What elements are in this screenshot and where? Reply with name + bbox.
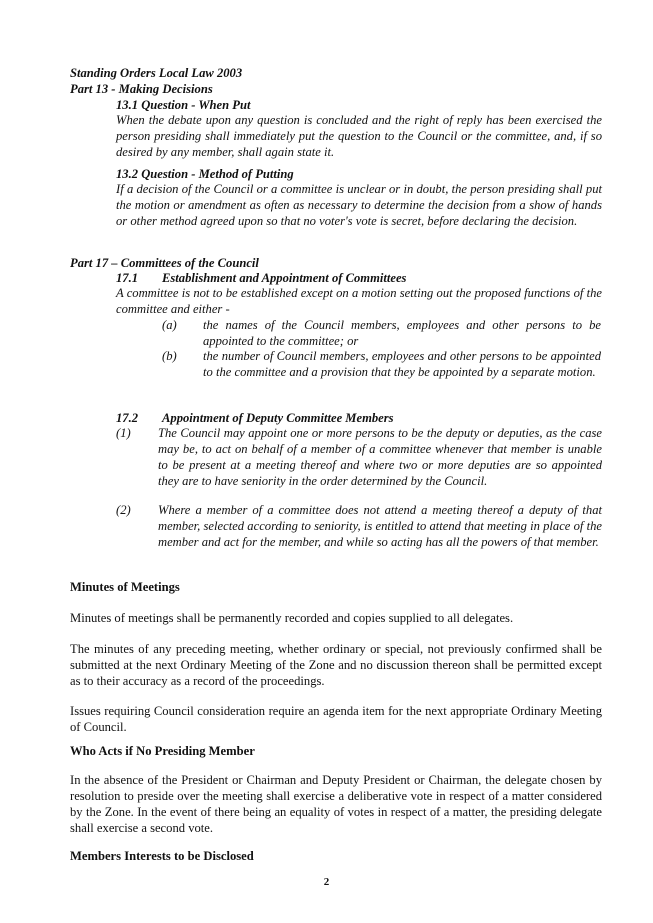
presiding-heading: Who Acts if No Presiding Member xyxy=(70,744,255,758)
section-17-2-2-label: (2) xyxy=(116,503,131,517)
interests-heading: Members Interests to be Disclosed xyxy=(70,849,254,863)
section-17-2-heading: Appointment of Deputy Committee Members xyxy=(162,411,394,425)
part17-heading: Part 17 – Committees of the Council xyxy=(70,256,259,270)
minutes-heading: Minutes of Meetings xyxy=(70,580,180,594)
minutes-paragraph-1: Minutes of meetings shall be permanently recorded and copies supplied to all delegates. xyxy=(70,611,514,625)
section-17-1-a-label: (a) xyxy=(162,318,177,332)
section-17-1-number: 17.1 xyxy=(116,271,139,285)
part13-heading: Part 13 - Making Decisions xyxy=(70,82,213,96)
section-17-2-1-text: The Council may appoint one or more persons to be the deputy or deputies, as the case may be, to act on behalf of a member of a committee whenever that member is unable to be present at a meeting thereof and where two or more deputies are so appointed they are to have seniority in the order determined by the Council. xyxy=(158,426,602,488)
section-13-2-text: If a decision of the Council or a committee is unclear or in doubt, the person presiding shall put the motion or amendment as often as necessary to determine the decision from a show of hands or other method agreed upon so that no voter's vote is secret, before declaring the decision. xyxy=(116,182,602,228)
section-17-2-1-label: (1) xyxy=(116,426,131,440)
section-17-2-number: 17.2 xyxy=(116,411,139,425)
minutes-paragraph-3: Issues requiring Council consideration require an agenda item for the next appropriate Ordinary Meeting of Council. xyxy=(70,704,602,734)
document-title: Standing Orders Local Law 2003 xyxy=(70,66,243,80)
section-17-2-2-text: Where a member of a committee does not attend a meeting thereof a deputy of that member, selected according to seniority, is entitled to attend that meeting in place of the member and act for the member, and while so acting has all the powers of that member. xyxy=(158,503,602,549)
section-13-1-heading: 13.1 Question - When Put xyxy=(116,98,251,112)
section-17-1-b-text: the number of Council members, employees and other persons to be appointed to the committee and a provision that they be appointed by a separate motion. xyxy=(203,349,601,379)
section-13-2-heading: 13.2 Question - Method of Putting xyxy=(116,167,294,181)
presiding-paragraph: In the absence of the President or Chairman and Deputy President or Chairman, the delegate chosen by resolution to preside over the meeting shall exercise a deliberative vote in respect of a matter considered by the Zone. In the event of there being an equality of votes in respect of a matter, the presiding delegate shall exercise a second vote. xyxy=(70,773,602,835)
section-17-1-a-text: the names of the Council members, employees and other persons to be appointed to the committee; or xyxy=(203,318,601,348)
section-17-1-b-label: (b) xyxy=(162,349,177,363)
section-17-1-intro: A committee is not to be established except on a motion setting out the proposed functions of the committee and either - xyxy=(116,286,602,316)
minutes-paragraph-2: The minutes of any preceding meeting, whether ordinary or special, not previously confirmed shall be submitted at the next Ordinary Meeting of the Zone and no discussion thereon shall be permitted except as to their accuracy as a record of the proceedings. xyxy=(70,642,602,688)
page-number: 2 xyxy=(323,876,330,888)
section-13-1-text: When the debate upon any question is concluded and the right of reply has been exercised the person presiding shall immediately put the question to the Council or the committee, and, if so desired by any member, shall again state it. xyxy=(116,113,602,159)
section-17-1-heading: Establishment and Appointment of Committees xyxy=(162,271,407,285)
